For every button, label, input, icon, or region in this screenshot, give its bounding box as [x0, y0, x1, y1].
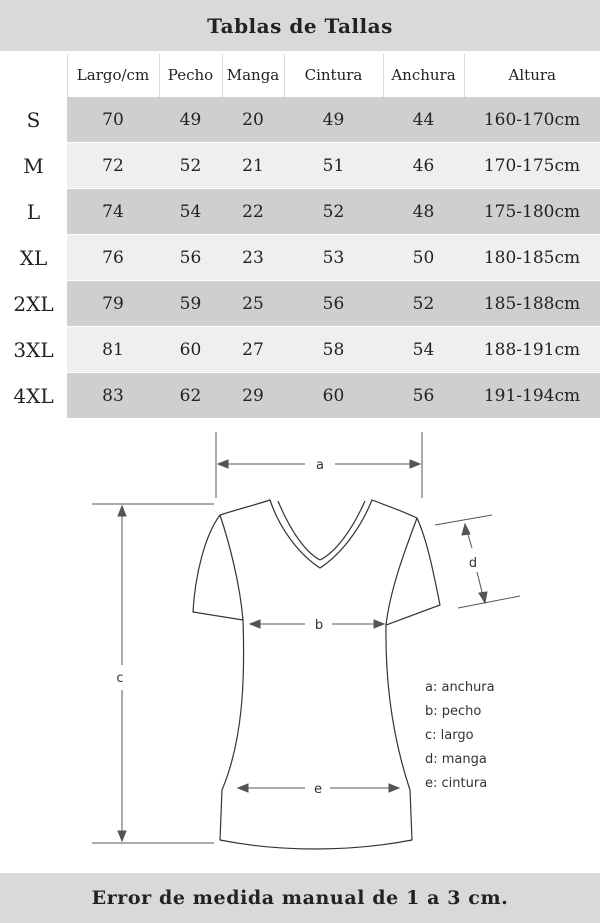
table-cell: 70 — [67, 97, 159, 143]
header-size — [0, 54, 67, 97]
table-cell: 76 — [67, 235, 159, 281]
size-label: 4XL — [0, 373, 67, 419]
table-row — [0, 189, 600, 235]
legend-item-b: b: pecho — [425, 704, 482, 719]
header-largo: Largo/cm — [67, 54, 159, 97]
table-cell: 49 — [159, 97, 222, 143]
table-cell: 48 — [383, 189, 464, 235]
table-cell: 50 — [383, 235, 464, 281]
table-cell: 25 — [222, 281, 284, 327]
tshirt-armhole-left — [220, 515, 243, 620]
table-cell: 175-180cm — [464, 189, 600, 235]
table-cell: 27 — [222, 327, 284, 373]
table-cell: 58 — [284, 327, 383, 373]
table-cell: 191-194cm — [464, 373, 600, 419]
table-cell: 53 — [284, 235, 383, 281]
table-cell: 54 — [383, 327, 464, 373]
tshirt-armhole-right — [386, 518, 417, 625]
label-d: d — [468, 556, 478, 571]
table-cell: 56 — [284, 281, 383, 327]
header-cintura: Cintura — [284, 54, 383, 97]
size-label: 3XL — [0, 327, 67, 373]
size-label: 2XL — [0, 281, 67, 327]
measurement-legend — [425, 676, 495, 796]
size-label: S — [0, 97, 67, 143]
table-cell: 83 — [67, 373, 159, 419]
table-cell: 44 — [383, 97, 464, 143]
label-b: b — [314, 618, 324, 633]
header-pecho: Pecho — [159, 54, 222, 97]
table-cell: 23 — [222, 235, 284, 281]
table-row — [0, 97, 600, 143]
table-row — [0, 143, 600, 189]
legend-item-c: c: largo — [425, 728, 474, 743]
table-cell: 170-175cm — [464, 143, 600, 189]
table-row — [0, 235, 600, 281]
table-row — [0, 281, 600, 327]
table-cell: 72 — [67, 143, 159, 189]
table-cell: 60 — [159, 327, 222, 373]
header-anchura: Anchura — [383, 54, 464, 97]
size-table — [0, 54, 600, 418]
table-row — [0, 327, 600, 373]
footer-note: Error de medida manual de 1 a 3 cm. — [0, 873, 600, 923]
table-cell: 52 — [284, 189, 383, 235]
table-cell: 52 — [383, 281, 464, 327]
legend-item-d: d: manga — [425, 752, 487, 767]
table-cell: 52 — [159, 143, 222, 189]
size-label: XL — [0, 235, 67, 281]
table-cell: 59 — [159, 281, 222, 327]
table-cell: 22 — [222, 189, 284, 235]
table-cell: 51 — [284, 143, 383, 189]
table-cell: 60 — [284, 373, 383, 419]
header-altura: Altura — [464, 54, 600, 97]
table-row — [0, 373, 600, 419]
table-header-row — [0, 54, 600, 97]
table-cell: 20 — [222, 97, 284, 143]
legend-item-a: a: anchura — [425, 680, 495, 695]
table-cell: 21 — [222, 143, 284, 189]
table-cell: 79 — [67, 281, 159, 327]
size-label: M — [0, 143, 67, 189]
size-label: L — [0, 189, 67, 235]
table-cell: 56 — [159, 235, 222, 281]
table-cell: 46 — [383, 143, 464, 189]
label-c: c — [116, 671, 124, 686]
table-cell: 54 — [159, 189, 222, 235]
table-cell: 188-191cm — [464, 327, 600, 373]
table-cell: 56 — [383, 373, 464, 419]
tshirt-neckline — [278, 501, 365, 560]
table-cell: 81 — [67, 327, 159, 373]
table-cell: 160-170cm — [464, 97, 600, 143]
table-cell: 49 — [284, 97, 383, 143]
header-manga: Manga — [222, 54, 284, 97]
table-cell: 62 — [159, 373, 222, 419]
table-cell: 29 — [222, 373, 284, 419]
label-a: a — [316, 458, 324, 473]
chart-title: Tablas de Tallas — [0, 0, 600, 51]
table-cell: 185-188cm — [464, 281, 600, 327]
tshirt-diagram — [0, 420, 600, 870]
table-cell: 74 — [67, 189, 159, 235]
label-e: e — [314, 782, 322, 797]
legend-item-e: e: cintura — [425, 776, 488, 791]
table-cell: 180-185cm — [464, 235, 600, 281]
